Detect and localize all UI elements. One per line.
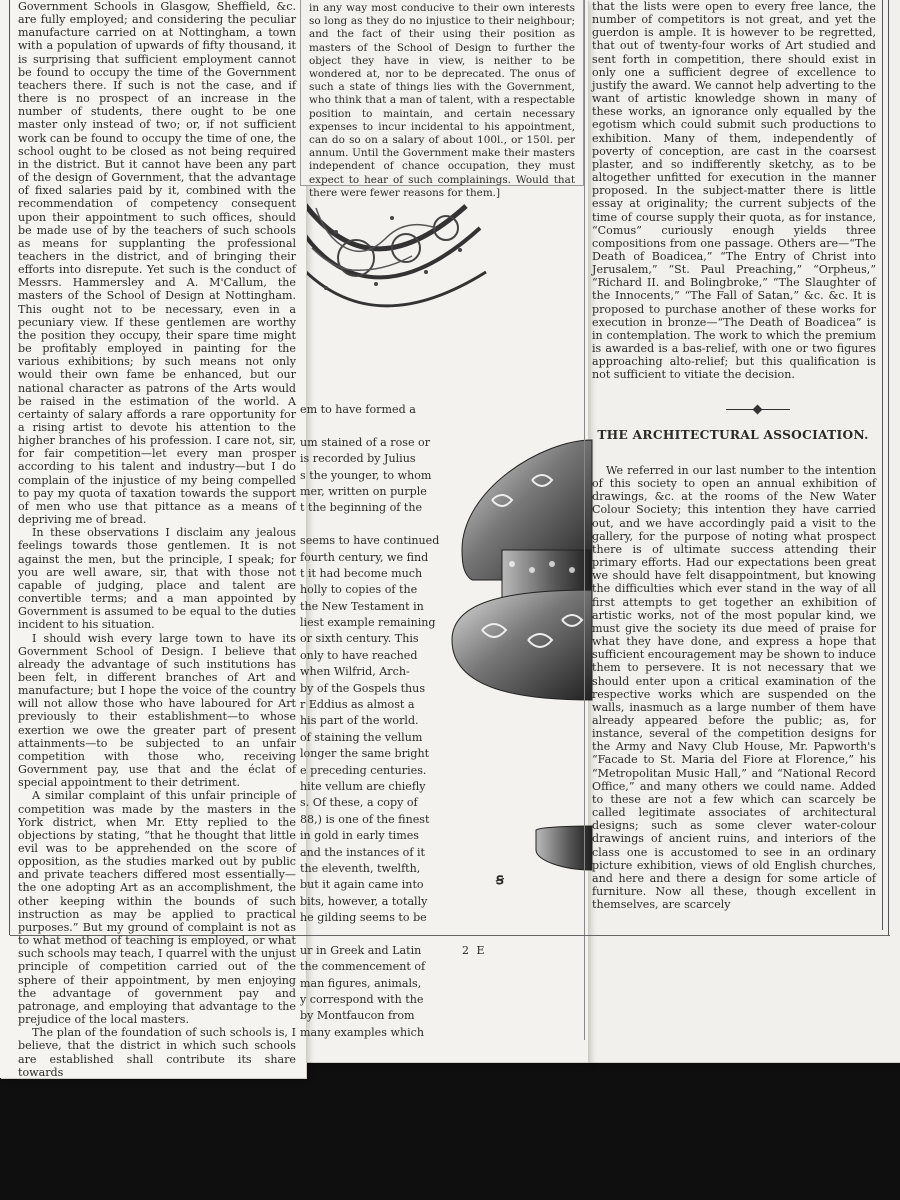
- middle-fragment-line: only to have reached: [300, 648, 418, 662]
- middle-fragment-line: is recorded by Julius: [300, 452, 416, 466]
- middle-fragment-line: and the instances of it: [300, 845, 425, 859]
- middle-fragment-line: by Montfaucon from: [300, 1009, 415, 1023]
- middle-fragment-line: or sixth century. This: [300, 632, 419, 646]
- section-paragraph: We referred in our last number to the intention of this society to open an annual exhibition of drawings, &c. at the rooms of the New Water Colour Society; this intention they have carried out, and we have accordingly paid a visit to the gallery, for the purpose of noting what prospect there is of ultimate success attending their primary efforts. Had our expectations been great we should have felt disappointment, but knowing the difficulties which ever stand in the way of all first attempts to get together an exhibition of artistic works, not of the most popular kind, we must give the society its due meed of praise for what they have done, and express a hope that sufficient encouragement may be shown to induce them to persevere. It is not necessary that we should enter upon a critical examination of the respective works which are suspended on the walls, inasmuch as a large number of them have already appeared before the public; as, for instance, several of the competition designs for the Army and Navy Club House, Mr. Papworth's “Facade to St. Maria del Fiore at Florence,” his “Metropolitan Music Hall,” and “National Record Office,” and many others we could name. Added to these are not a few which can scarcely be called legitimate associates of architectural designs; such as some clever water-colour drawings of ancient ruins, and interiors of the class one is accustomed to see in an ordinary picture exhibition, views of old English churches, and here and there a design for some article of furniture. Now all these, though excellent in themselves, are scarcely: [592, 464, 876, 912]
- middle-fragment-line: he gilding seems to be: [300, 911, 427, 925]
- middle-fragment-line: by of the Gospels thus: [300, 681, 426, 695]
- middle-fragment-line: his part of the world.: [300, 714, 419, 728]
- middle-fragment-line: um stained of a rose or: [300, 435, 431, 449]
- middle-fragment-line: s the younger, to whom: [300, 468, 432, 482]
- left-paragraph: The plan of the foundation of such schools is, I believe, that the district in which such schools are established shall contribute its share towards: [18, 1026, 296, 1079]
- middle-fragment-line: em to have formed a: [300, 403, 416, 416]
- middle-fragment-line: the commencement of: [300, 960, 426, 974]
- middle-text-fragments: [300, 402, 440, 1039]
- middle-fragment-line: the New Testament in: [300, 599, 424, 613]
- left-paragraph: In these observations I disclaim any jealous feelings towards those gentlemen. It is not against the men, but the principle, I speak; for you are well aware, sir, that with those not capable of judging, place and talent are convertible terms; and a man appointed by Government is assumed to be equal to the duties incident to his situation.: [18, 526, 296, 632]
- ornament-engraving: [296, 188, 496, 326]
- middle-fragment-line: but it again came into: [300, 878, 424, 892]
- middle-fragment-line: [300, 927, 430, 943]
- right-column-section: [592, 464, 876, 912]
- signature-mark: 2 E: [462, 944, 487, 957]
- dark-background: [0, 1062, 900, 1200]
- right-paragraph: that the lists were open to every free lance, the number of competitors is not great, and yet the guerdon is ample. It is however to be regretted, that out of twenty-four works of Art studied and sent forth in competition, there should exist in only one a sufficient degree of excellence to justify the award. We cannot help adverting to the want of artistic knowledge shown in many of these works, an ignorance only equalled by the egotism which could submit such productions to exhibition. Many of them, independently of poverty of conception, are cast in the coarsest plaster, and so indifferently sketchy, as to be altogether unfitted for execution in the manner proposed. In the subject-matter there is little essay at originality; the current subjects of the time of course supply their quota, as for instance, “Comus” curiously enough yields three compositions from one passage. Others are—“The Death of Boadicea,” “The Entry of Christ into Jerusalem,” “St. Paul Preaching,” “Orpheus,” “Richard II. and Bolingbroke,” “The Slaughter of the Innocents,” “The Fall of Satan,” &c. &c. It is proposed to purchase another of these works for execution in bronze—“The Death of Boadicea” is in contemplation. The work to which the premium is awarded is a bas-relief, with one or two figures approaching alto-relief; but this qualification is not sufficient to vitiate the decision.: [592, 0, 876, 382]
- middle-fragment-line: the eleventh, twelfth,: [300, 861, 421, 875]
- engraver-monogram: ꞩ: [496, 870, 504, 888]
- section-heading: THE ARCHITECTURAL ASSOCIATION.: [597, 428, 869, 442]
- middle-fragment-line: liest example remaining: [300, 616, 436, 630]
- middle-fragment-line: mer, written on purple: [300, 484, 427, 498]
- middle-fragment-line: holly to copies of the: [300, 583, 418, 597]
- right-frame-rule: [888, 0, 889, 935]
- middle-fragment-line: [300, 517, 430, 533]
- middle-fragment-line: when Wilfrid, Arch-: [300, 665, 410, 679]
- left-frame-rule: [9, 0, 10, 935]
- middle-fragment-line: hite vellum are chiefly: [300, 779, 426, 793]
- middle-fragment-line: in gold in early times: [300, 829, 420, 843]
- middle-fragment-line: e preceding centuries.: [300, 763, 427, 777]
- cup-engraving: [432, 430, 592, 900]
- middle-fragment-line: t the beginning of the: [300, 501, 423, 515]
- left-paragraph: I should wish every large town to have its Government School of Design. I believe that already the advantage of such institutions has been felt, in different branches of Art and manufacture; but I hope the voice of the country will not allow those who have laboured for Art previously to their establishment—to whose exertion we owe the greater part of present attainments—to be subjected to an unfair competition with those who, receiving Government pay, use that and the éclat of special appointment to their detriment.: [18, 631, 296, 790]
- left-paragraph: A similar complaint of this unfair principle of competition was made by the masters in the York district, when Mr. Etty replied to the objections by stating, “that he thought that little evil was to be apprehended on the score of opposition, as the studies marked out by public and private teachers differed most essentially—the one adopting Art as an accomplishment, the other keeping within the bounds of such instruction as may be applied to practical purposes.” But my ground of complaint is not as to what method of teaching is employed, or what such schools may teach, I quarrel with the unjust principle of competition carried out of the sphere of their appointment, by men enjoying the advantage of government pay and patronage, and employing that advantage to the prejudice of the local masters.: [18, 789, 296, 1027]
- middle-fragment-line: many examples which: [300, 1025, 425, 1039]
- middle-fragment-line: man figures, animals,: [300, 976, 422, 990]
- middle-fragment-line: of staining the vellum: [300, 730, 423, 744]
- middle-fragment-line: fourth century, we find: [300, 550, 429, 564]
- middle-fragment-line: s. Of these, a copy of: [300, 796, 418, 810]
- middle-fragment-line: y correspond with the: [300, 993, 424, 1007]
- middle-fragment-line: [300, 418, 430, 434]
- right-column-top: [592, 0, 876, 394]
- right-frame-rule-inner: [882, 0, 883, 930]
- middle-fragment-line: t it had become much: [300, 566, 423, 580]
- column-rule-right: [584, 0, 585, 1040]
- middle-fragment-line: 88,) is one of the finest: [300, 812, 430, 826]
- left-paragraph: Government Schools in Glasgow, Sheffield, &c. are fully employed; and considering the peculiar manufacture carried on at Nottingham, a town with a population of upwards of fifty thousand, it is surprising that sufficient employment cannot be found to occupy the time of the Government teachers there. If such is not the case, and if there is no prospect of an increase in the number of students, there ought to be one master only instead of two; or, if not sufficient work can be found to occupy the time of one, the school ought to be closed as not being required in the district. But it cannot have been any part of the design of Government, that the advantage of fixed salaries paid by it, combined with the recommendation of competency consequent upon their appointment to such offices, should be made use of by the teachers of such schools as means for supplanting the professional teachers in the district, and of bringing their efforts into disrepute. Yet such is the conduct of Messrs. Hammersley and A. M'Callum, the masters of the School of Design at Nottingham. This ought not to be necessary, even in a pecuniary view. If these gentlemen are worthy the position they occupy, their spare time might be profitably employed in painting for the various exhibitions; by such means not only would their own fame be enhanced, but our national character as patrons of the Arts would be raised in the estimation of the world. A certainty of salary affords a rare opportunity for a rising artist to devote his attention to the higher branches of his profession. I care not, sir, for fair competition—let every man prosper according to his talent and industry—but I do complain of the injustice of my being compelled to pay my quota of taxation towards the support of men who use that pittance as a means of depriving me of bread.: [18, 0, 296, 527]
- left-column: [18, 0, 296, 1079]
- editorial-note: in any way most conducive to their own interests so long as they do no injustice to their neighbour; and the fact of their using their position as masters of the School of Design to further the object they have in view, is neither to be wondered at, nor to be deprecated. The onus of such a state of things lies with the Government, who think that a man of talent, with a respectable position to maintain, and certain necessary expenses to incur incidental to his appointment, can do so on a salary of about 100l., or 150l. per annum. Until the Government make their masters independent of chance occupation, they must expect to hear of such complainings. Would that there were fewer reasons for them.]: [300, 0, 584, 186]
- middle-fragment-line: ur in Greek and Latin: [300, 943, 422, 957]
- middle-fragment-line: r Eddius as almost a: [300, 698, 415, 712]
- middle-fragment-line: longer the same bright: [300, 747, 430, 761]
- middle-fragment-line: bits, however, a totally: [300, 894, 428, 908]
- middle-fragment-line: seems to have continued: [300, 534, 440, 548]
